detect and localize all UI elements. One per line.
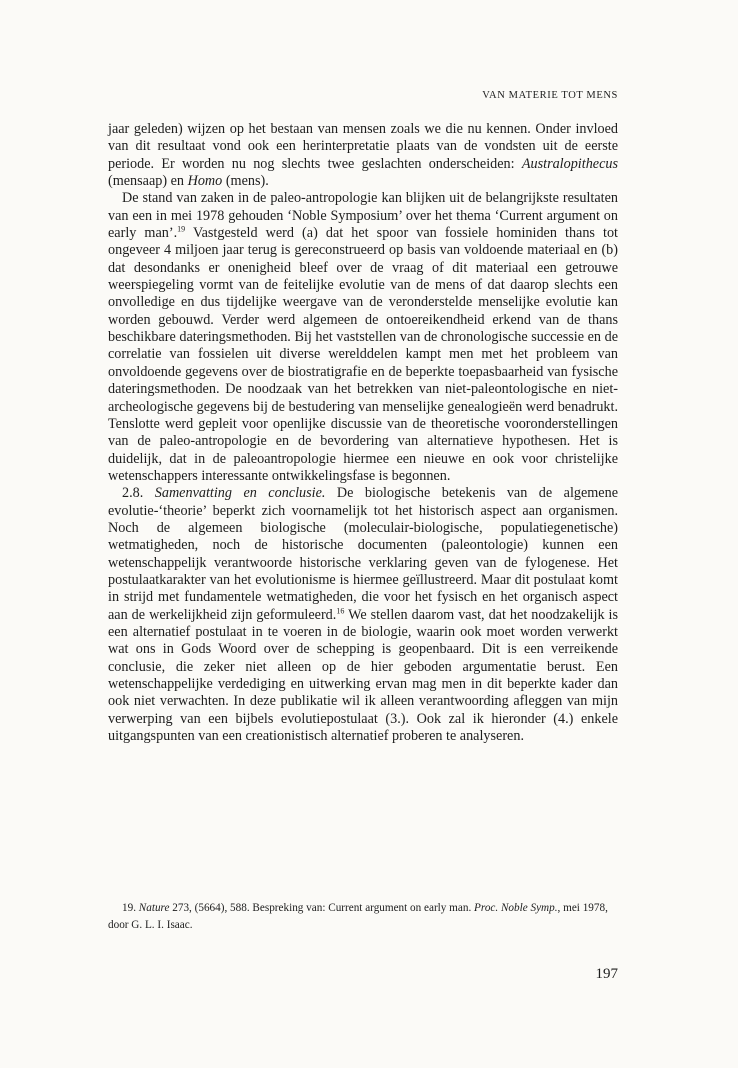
taxon-australopithecus: Australopithecus (521, 155, 618, 172)
footnote-ref-19: 19 (177, 224, 186, 234)
footnote-source: Proc. Noble Symp. (474, 902, 558, 914)
paragraph-2 (108, 190, 618, 485)
footnote-text: 273, (5664), 588. Bespreking van: Current argument on early man. (169, 902, 475, 914)
footnote-ref-16: 16 (336, 605, 345, 615)
running-header: VAN MATERIE TOT MENS (482, 90, 618, 101)
text-run: (mens). (222, 173, 269, 190)
text-run: We stellen daarom vast, dat het noodzakelijk is een alternatief postulaat in te voeren in de biologie, waarin ook moet worden verwerkt wat ons in Gods Woord over de schepping is geopenbaard. Dit is een verreikende conclusie, die zeker niet alleen op de hier geboden argumentatie berust. Een wetenschappelijke verdediging en uitwerking ervan mag men in dit beperkte kader dan ook niet verwachten. In deze publikatie wil ik alleen verantwoording afleggen van mijn verwerping van een bijbels evolutiepostulaat (3.). Ook zal ik hieronder (4.) enkele uitgangspunten van een creationistisch alternatief proberen te analyseren. (108, 606, 618, 745)
taxon-homo: Homo (187, 173, 223, 190)
section-number: 2.8. (122, 485, 155, 502)
text-run: De biologische betekenis van de algemene evolutie-‘theorie’ beperkt zich voornamelijk tot het historisch aspect aan organismen. Noch de algemeen biologische (moleculair-biologische, populatiegenetische) wetmatigheden, noch de historische documenten (paleontologie) kunnen een wetenschappelijk verantwoorde historische verklaring geven van de fylogenese. Het postulaatkarakter van het evolutionisme is hiermee geïllustreerd. Maar dit postulaat komt in strijd met fundamentele wetmatigheden, die voor het fysisch en het organisch aspect aan de werkelijkheid zijn geformuleerd. (108, 485, 618, 623)
text-run: jaar geleden) wijzen op het bestaan van mensen zoals we die nu kennen. Onder invloed van dit resultaat vond ook een herinterpretatie plaats van de vondsten uit de eerste periode. Er worden nu nog slechts twee geslachten onderscheiden: (108, 121, 618, 172)
text-run: Vastgesteld werd (a) dat het spoor van fossiele hominiden thans tot ongeveer 4 miljoen jaar terug is gereconstrueerd op basis van voldoende materiaal en (b) dat desondanks er onenigheid bleef over de vraag of dit materiaal een getrouwe weerspiegeling vormt van de feitelijke evolutie van de mens of dat daarop slechts een onvolledige en dus tijdelijke weergave van de veronderstelde menselijke evolutie kan worden gebouwd. Verder werd algemeen de ontoereikendheid erkend van de thans beschikbare dateringsmethoden. Bij het vaststellen van de chronologische successie en de correlatie van fossielen uit diverse werelddelen kampt men met het probleem van onvoldoende gegevens over de biostratigrafie en de beperkte toepasbaarheid van fysische dateringsmethoden. De noodzaak van het betrekken van niet-paleontologische en niet-archeologische gegevens bij de bestudering van menselijke genealogieën werd benadrukt. Tenslotte werd gepleit voor openlijke discussie van de theoretische vooronderstellingen van de paleo-antropologie en de bevordering van alternatieve hypothesen. Het is duidelijk, dat in de paleoantropologie hiermee een nieuwe en ook voor christelijke wetenschappers interessante ontwikkelingsfase is begonnen. (108, 225, 618, 484)
footnote-number: 19. (122, 902, 139, 914)
footnote-19 (108, 900, 618, 934)
paragraph-3 (108, 485, 618, 745)
paragraph-1 (108, 121, 618, 190)
footnote-journal: Nature (138, 902, 170, 914)
section-heading: Samenvatting en conclusie. (154, 485, 326, 502)
text-run: (mensaap) en (108, 173, 188, 190)
page-number: 197 (595, 966, 618, 982)
main-text (108, 121, 618, 745)
text-run: De stand van zaken in de paleo-antropologie kan blijken uit de belangrijkste resultaten van een in mei 1978 gehouden ‘Noble Symposium’ over het thema ‘Current argument on early man’. (108, 190, 618, 242)
footnote-text: , mei 1978, door G. L. I. Isaac. (108, 902, 608, 931)
